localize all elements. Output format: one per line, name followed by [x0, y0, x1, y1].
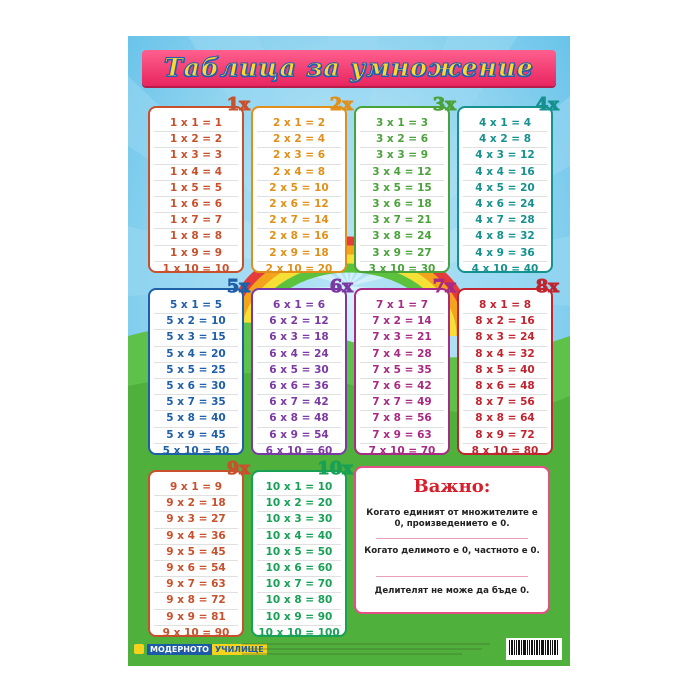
table-row: 1 x 4 = 4	[154, 165, 238, 181]
table-row: 7 x 6 = 42	[360, 379, 444, 395]
table-row: 1 x 9 = 9	[154, 246, 238, 262]
table-row: 5 x 2 = 10	[154, 314, 238, 330]
table-rows-10	[257, 480, 341, 641]
table-row: 9 x 5 = 45	[154, 545, 238, 561]
table-row: 9 x 2 = 18	[154, 496, 238, 512]
table-row: 3 x 4 = 12	[360, 165, 444, 181]
table-row: 4 x 3 = 12	[463, 148, 547, 164]
table-row: 3 x 5 = 15	[360, 181, 444, 197]
table-row: 10 x 1 = 10	[257, 480, 341, 496]
poster-title: Таблица за умножение	[164, 53, 534, 82]
table-row: 2 x 3 = 6	[257, 148, 341, 164]
rule-zero-divisor: Делителят не може да бъде 0.	[374, 586, 530, 596]
table-row: 10 x 7 = 70	[257, 577, 341, 593]
table-row: 6 x 5 = 30	[257, 363, 341, 379]
table-row: 10 x 5 = 50	[257, 545, 341, 561]
table-row: 5 x 8 = 40	[154, 411, 238, 427]
title-banner	[142, 50, 556, 86]
table-row: 9 x 8 = 72	[154, 593, 238, 609]
table-row: 5 x 3 = 15	[154, 330, 238, 346]
table-row: 9 x 4 = 36	[154, 529, 238, 545]
table-row: 4 x 8 = 32	[463, 229, 547, 245]
table-row: 7 x 4 = 28	[360, 347, 444, 363]
table-row: 7 x 3 = 21	[360, 330, 444, 346]
table-row: 4 x 7 = 28	[463, 213, 547, 229]
table-row: 4 x 5 = 20	[463, 181, 547, 197]
table-row: 3 x 3 = 9	[360, 148, 444, 164]
table-card-7	[354, 276, 456, 457]
table-row: 10 x 2 = 20	[257, 496, 341, 512]
table-row: 2 x 6 = 12	[257, 197, 341, 213]
table-rows-1	[154, 116, 238, 277]
table-row: 9 x 1 = 9	[154, 480, 238, 496]
table-card-1	[148, 94, 250, 275]
table-row: 8 x 6 = 48	[463, 379, 547, 395]
table-badge-7: 7x	[432, 276, 456, 297]
table-row: 3 x 10 = 30	[368, 262, 436, 275]
important-note-title: Важно:	[413, 476, 491, 497]
table-row: 1 x 5 = 5	[154, 181, 238, 197]
table-row: 1 x 3 = 3	[154, 148, 238, 164]
table-row: 8 x 8 = 64	[463, 411, 547, 427]
rule-zero-factor: Когато единият от множителите е 0, произведението е 0.	[366, 508, 538, 529]
table-row: 4 x 1 = 4	[463, 116, 547, 132]
table-card-3	[354, 94, 456, 275]
table-row: 5 x 6 = 30	[154, 379, 238, 395]
table-row: 6 x 6 = 36	[257, 379, 341, 395]
table-row: 2 x 2 = 4	[257, 132, 341, 148]
table-rows-4	[463, 116, 547, 277]
table-row: 9 x 9 = 81	[154, 610, 238, 626]
table-row: 4 x 9 = 36	[463, 246, 547, 262]
logo-text-part1: МОДЕРНОТО	[147, 644, 212, 655]
table-row: 2 x 5 = 10	[257, 181, 341, 197]
table-row: 3 x 6 = 18	[360, 197, 444, 213]
table-row: 5 x 5 = 25	[154, 363, 238, 379]
table-badge-1: 1x	[226, 94, 250, 115]
table-badge-10: 10x	[317, 458, 353, 479]
table-badge-2: 2x	[329, 94, 353, 115]
table-rows-5	[154, 298, 238, 459]
barcode	[506, 638, 562, 660]
table-row: 7 x 8 = 56	[360, 411, 444, 427]
table-card-6	[251, 276, 353, 457]
table-row: 8 x 1 = 8	[463, 298, 547, 314]
important-note-box	[354, 466, 550, 614]
table-row: 1 x 8 = 8	[154, 229, 238, 245]
rule-zero-dividend: Когато делимото е 0, частното е 0.	[364, 546, 540, 556]
table-badge-4: 4x	[535, 94, 559, 115]
table-row: 8 x 4 = 32	[463, 347, 547, 363]
table-card-9	[148, 458, 250, 639]
table-row: 8 x 2 = 16	[463, 314, 547, 330]
poster	[128, 36, 570, 666]
table-badge-8: 8x	[535, 276, 559, 297]
table-row: 7 x 7 = 49	[360, 395, 444, 411]
table-row: 4 x 10 = 40	[471, 262, 539, 275]
table-rows-9	[154, 480, 238, 641]
table-row: 3 x 2 = 6	[360, 132, 444, 148]
table-row: 3 x 8 = 24	[360, 229, 444, 245]
table-row: 1 x 10 = 10	[162, 262, 230, 275]
table-rows-6	[257, 298, 341, 459]
table-row: 6 x 9 = 54	[257, 428, 341, 444]
table-badge-9: 9x	[226, 458, 250, 479]
table-row: 8 x 3 = 24	[463, 330, 547, 346]
table-row: 10 x 3 = 30	[257, 512, 341, 528]
table-row: 3 x 9 = 27	[360, 246, 444, 262]
table-rows-7	[360, 298, 444, 459]
table-row: 8 x 7 = 56	[463, 395, 547, 411]
table-row: 7 x 5 = 35	[360, 363, 444, 379]
table-card-4	[457, 94, 559, 275]
table-row: 9 x 10 = 90	[162, 626, 230, 639]
table-row: 2 x 9 = 18	[257, 246, 341, 262]
table-row: 1 x 2 = 2	[154, 132, 238, 148]
table-rows-2	[257, 116, 341, 277]
table-row: 3 x 1 = 3	[360, 116, 444, 132]
table-row: 5 x 9 = 45	[154, 428, 238, 444]
table-row: 10 x 9 = 90	[257, 610, 341, 626]
table-row: 6 x 2 = 12	[257, 314, 341, 330]
table-row: 5 x 10 = 50	[162, 444, 230, 457]
table-row: 7 x 1 = 7	[360, 298, 444, 314]
table-row: 2 x 1 = 2	[257, 116, 341, 132]
table-row: 6 x 4 = 24	[257, 347, 341, 363]
table-row: 8 x 9 = 72	[463, 428, 547, 444]
note-divider	[376, 538, 528, 539]
table-badge-3: 3x	[432, 94, 456, 115]
table-row: 5 x 1 = 5	[154, 298, 238, 314]
table-row: 2 x 7 = 14	[257, 213, 341, 229]
table-row: 4 x 4 = 16	[463, 165, 547, 181]
table-row: 9 x 6 = 54	[154, 561, 238, 577]
table-row: 6 x 8 = 48	[257, 411, 341, 427]
table-card-10	[251, 458, 353, 639]
table-row: 6 x 1 = 6	[257, 298, 341, 314]
logo-text-part2: УЧИЛИЩЕ	[212, 644, 267, 655]
pencil-icon	[134, 644, 144, 654]
table-card-5	[148, 276, 250, 457]
table-badge-6: 6x	[329, 276, 353, 297]
table-row: 7 x 2 = 14	[360, 314, 444, 330]
table-row: 10 x 6 = 60	[257, 561, 341, 577]
table-row: 9 x 3 = 27	[154, 512, 238, 528]
table-row: 4 x 6 = 24	[463, 197, 547, 213]
table-row: 5 x 7 = 35	[154, 395, 238, 411]
table-row: 6 x 7 = 42	[257, 395, 341, 411]
table-row: 10 x 4 = 40	[257, 529, 341, 545]
table-row: 1 x 7 = 7	[154, 213, 238, 229]
table-row: 7 x 9 = 63	[360, 428, 444, 444]
table-row: 10 x 8 = 80	[257, 593, 341, 609]
table-row: 1 x 1 = 1	[154, 116, 238, 132]
fine-print	[242, 641, 492, 659]
table-row: 5 x 4 = 20	[154, 347, 238, 363]
table-card-2	[251, 94, 353, 275]
table-row: 1 x 6 = 6	[154, 197, 238, 213]
table-row: 2 x 10 = 20	[265, 262, 333, 275]
table-row: 8 x 5 = 40	[463, 363, 547, 379]
table-row: 8 x 10 = 80	[471, 444, 539, 457]
table-row: 7 x 10 = 70	[368, 444, 436, 457]
table-row: 6 x 3 = 18	[257, 330, 341, 346]
table-rows-8	[463, 298, 547, 459]
table-row: 6 x 10 = 60	[265, 444, 333, 457]
table-card-8	[457, 276, 559, 457]
note-divider	[376, 576, 528, 577]
table-row: 4 x 2 = 8	[463, 132, 547, 148]
table-row: 10 x 10 = 100	[258, 626, 340, 639]
table-row: 2 x 8 = 16	[257, 229, 341, 245]
table-row: 3 x 7 = 21	[360, 213, 444, 229]
table-rows-3	[360, 116, 444, 277]
table-row: 2 x 4 = 8	[257, 165, 341, 181]
table-row: 9 x 7 = 63	[154, 577, 238, 593]
table-badge-5: 5x	[226, 276, 250, 297]
